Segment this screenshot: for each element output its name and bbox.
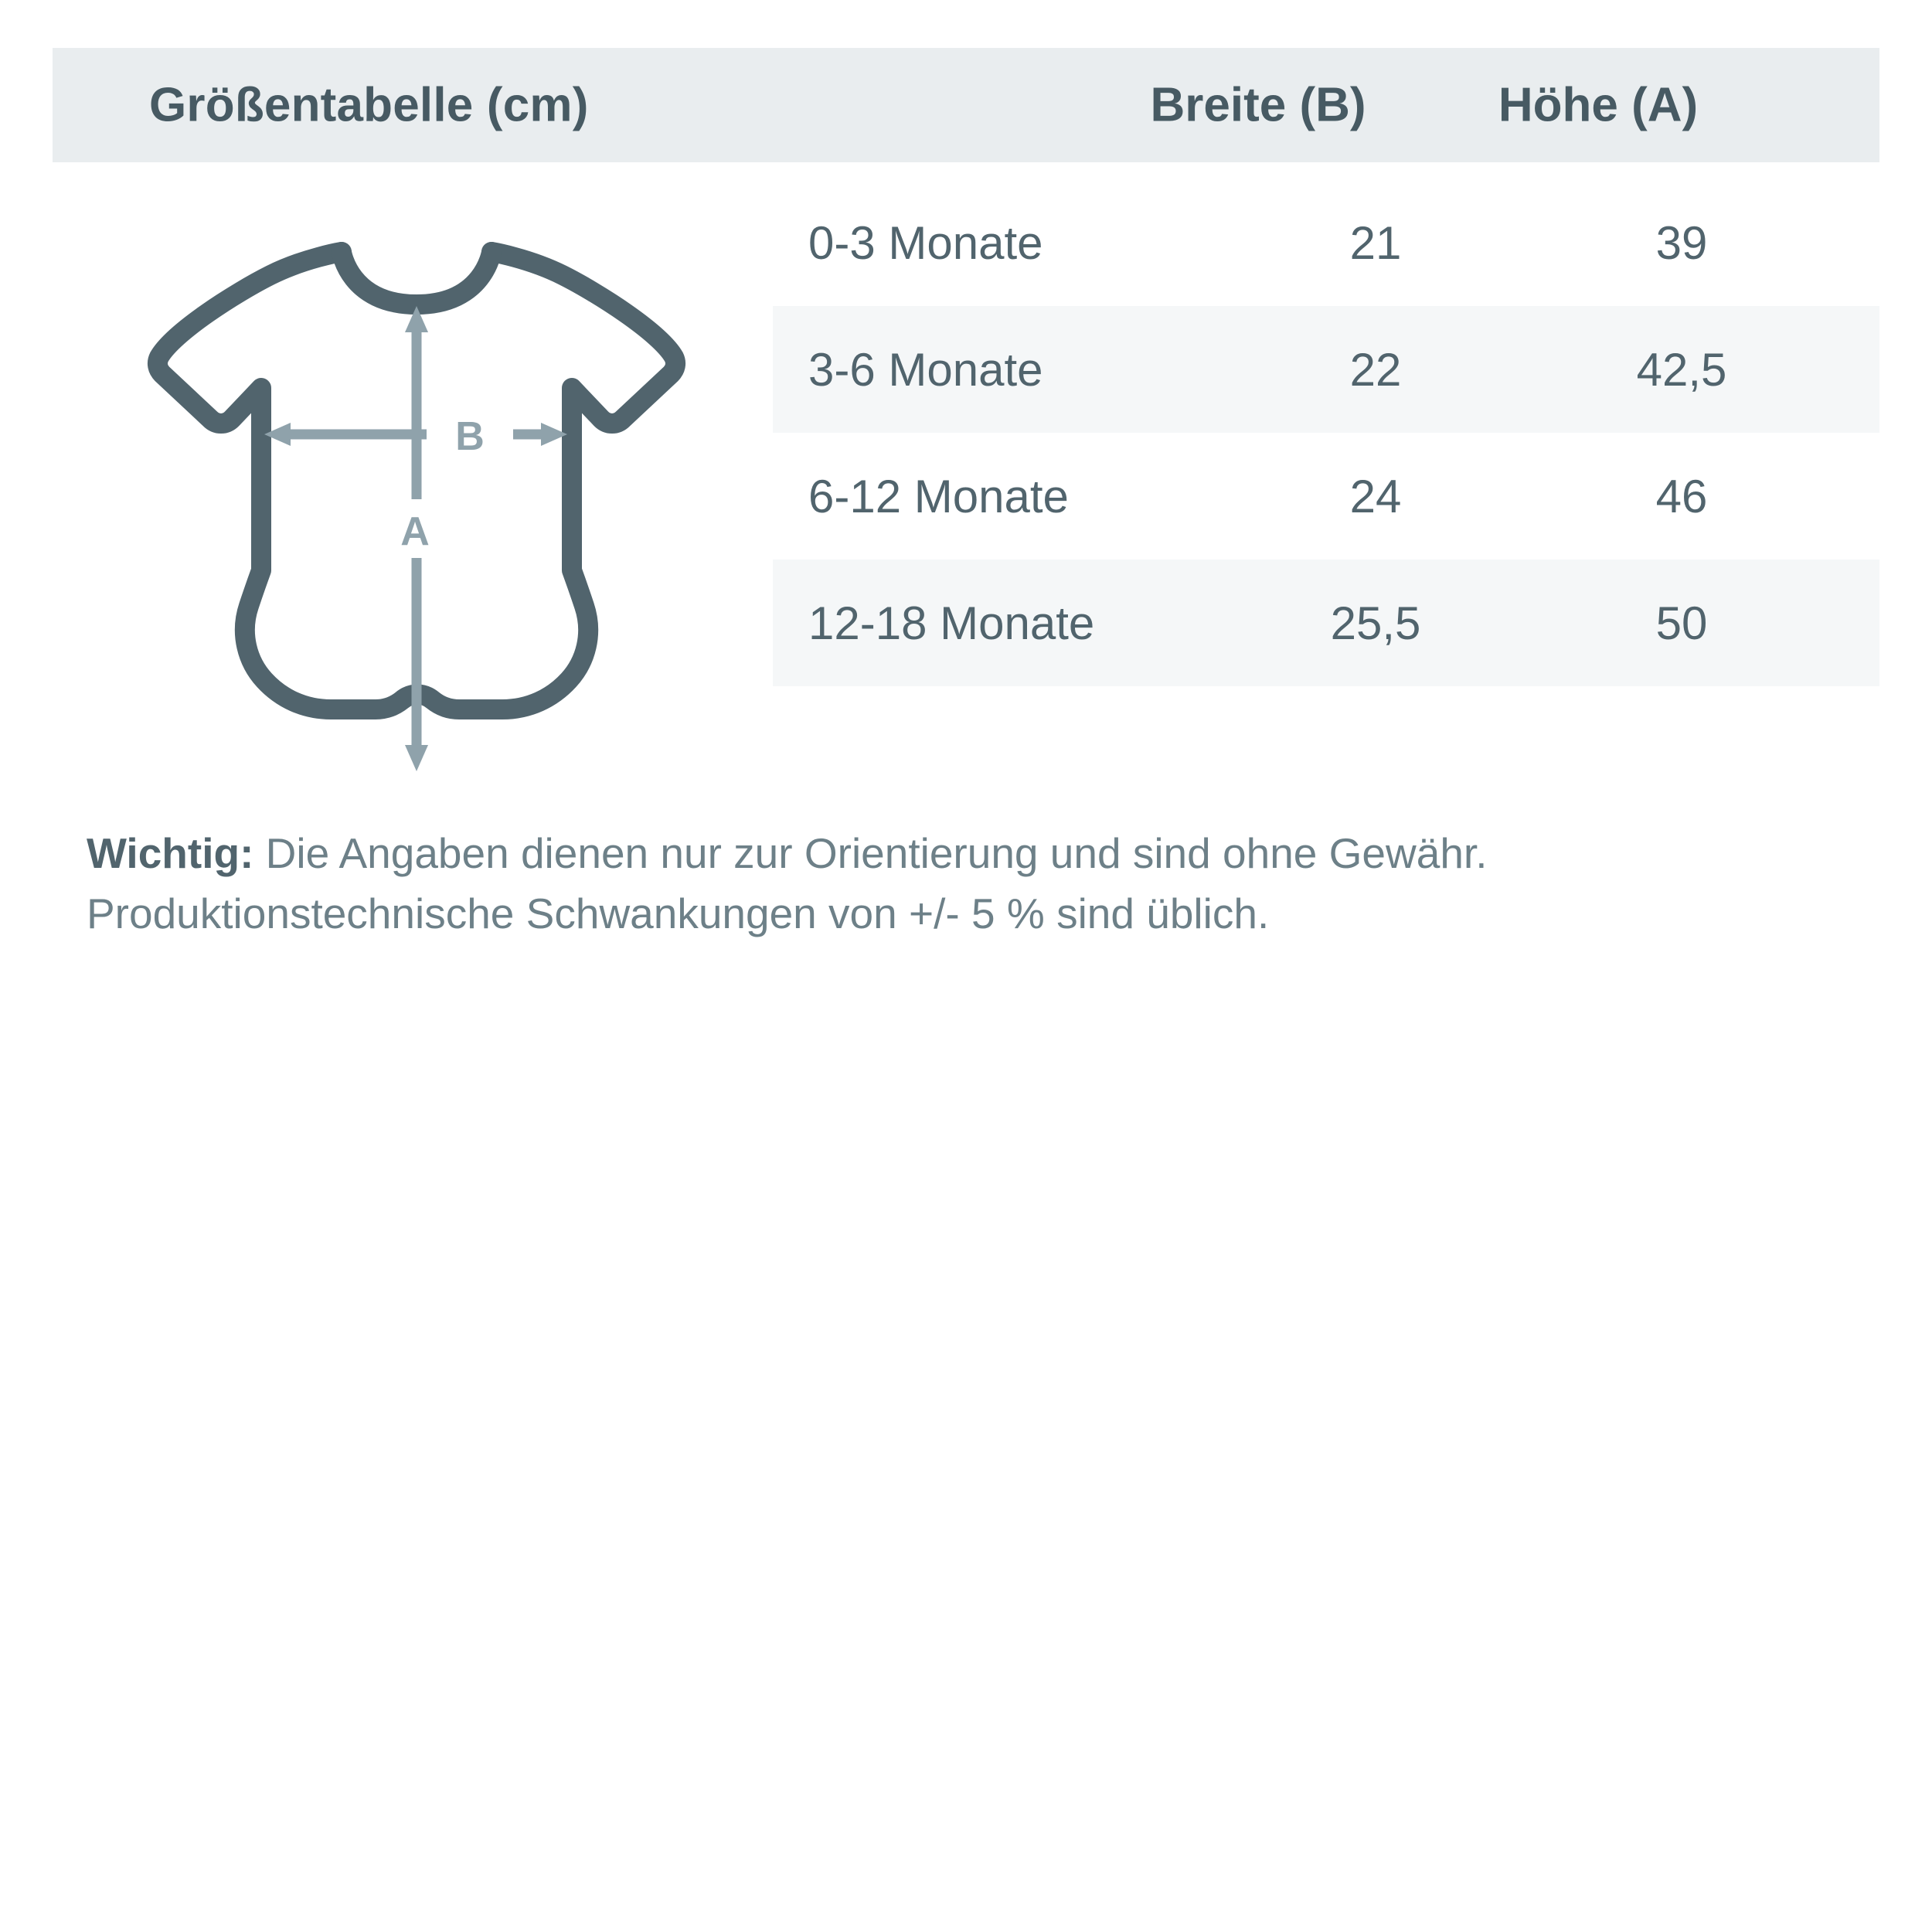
cell-width: 21 [1349,216,1402,269]
table-row [773,433,1879,560]
cell-width: 25,5 [1330,597,1421,649]
cell-width: 22 [1349,343,1402,396]
cell-size: 3-6 Monate [808,343,1043,396]
column-header-height: Höhe (A) [1498,78,1699,132]
dimension-label-b: B [455,414,485,459]
page-title: Größentabelle (cm) [149,78,589,132]
table-row [773,306,1879,433]
disclaimer-line-1: Die Angaben dienen nur zur Orientierung und sind ohne Gewähr. [253,829,1488,877]
disclaimer-note [87,823,1872,944]
disclaimer-label: Wichtig: [87,829,254,877]
dimension-label-a: A [400,509,430,554]
cell-width: 24 [1349,470,1402,522]
disclaimer-line-2: Produktionstechnische Schwankungen von +/- 5 % sind üblich. [87,889,1270,938]
cell-size: 0-3 Monate [808,216,1043,269]
cell-height: 46 [1655,470,1708,522]
size-table [773,179,1879,686]
cell-size: 12-18 Monate [808,597,1095,649]
cell-size: 6-12 Monate [808,470,1069,522]
table-row [773,179,1879,306]
cell-height: 50 [1655,597,1708,649]
table-header-band [53,48,1879,162]
column-header-width: Breite (B) [1150,78,1366,132]
cell-height: 39 [1655,216,1708,269]
table-row [773,560,1879,686]
cell-height: 42,5 [1636,343,1727,396]
bodysuit-diagram [139,224,696,796]
